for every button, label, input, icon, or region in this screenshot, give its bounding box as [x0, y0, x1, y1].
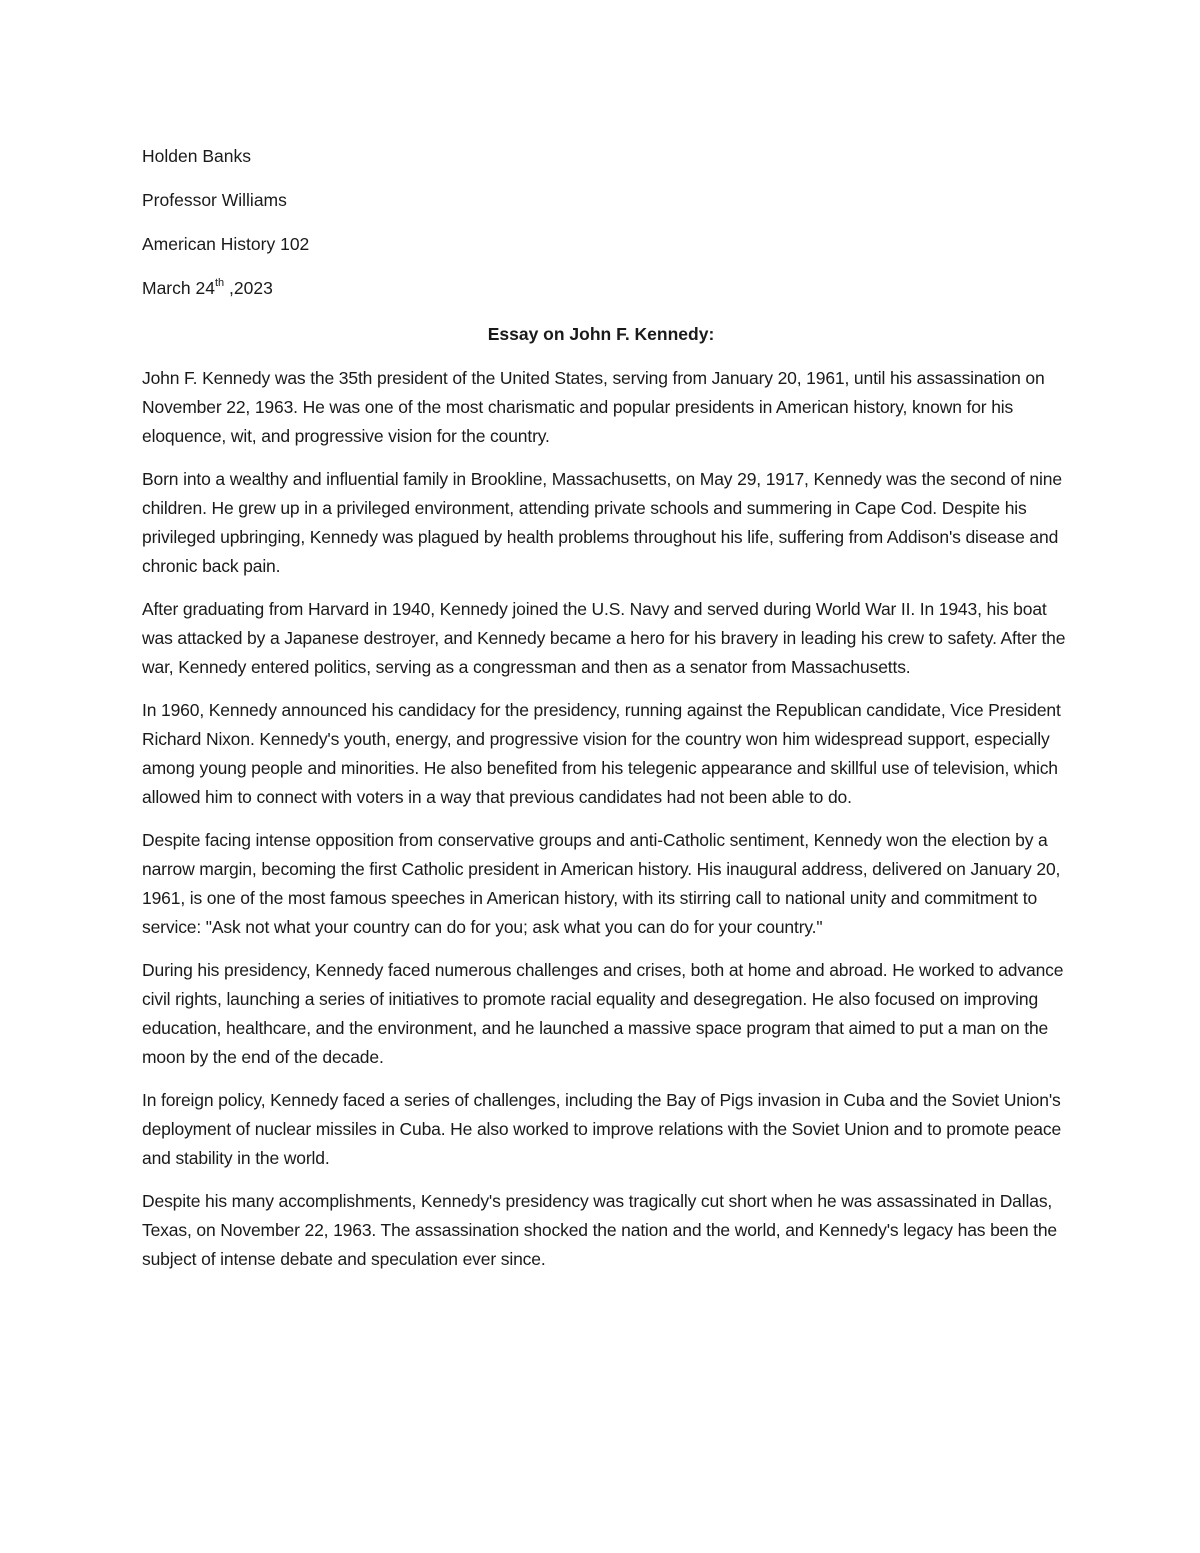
date-month-day: March 24: [142, 278, 215, 298]
essay-paragraph-2: Born into a wealthy and influential family in Brookline, Massachusetts, on May 29, 1917, Kennedy was the second of nine children. He grew up in a privileged environment, attending private schools and summering in Cape Cod. Despite his privileged upbringing, Kennedy was plagued by health problems throughout his life, suffering from Addison's disease and chronic back pain.: [142, 469, 1062, 576]
essay-body: [142, 364, 1067, 1288]
date-year: ,2023: [224, 278, 273, 298]
date-ordinal-suffix: th: [214, 277, 225, 290]
essay-date: [142, 275, 1062, 301]
professor-name: Professor Williams: [142, 190, 287, 210]
essay-paragraph-1: John F. Kennedy was the 35th president of the United States, serving from January 20, 1961, until his assassination on November 22, 1963. He was one of the most charismatic and popular presidents in American history, known for his eloquence, wit, and progressive vision for the country.: [142, 368, 1045, 446]
essay-paragraph-4: In 1960, Kennedy announced his candidacy for the presidency, running against the Republican candidate, Vice President Richard Nixon. Kennedy's youth, energy, and progressive vision for the country won him widespread support, especially among young people and minorities. He also benefited from his telegenic appearance and skillful use of television, which allowed him to connect with voters in a way that previous candidates had not been able to do.: [142, 700, 1061, 807]
essay-heading-block: [142, 143, 1062, 319]
essay-paragraph-7: In foreign policy, Kennedy faced a series of challenges, including the Bay of Pigs invasion in Cuba and the Soviet Union's deployment of nuclear missiles in Cuba. He also worked to improve relations with the Soviet Union and to promote peace and stability in the world.: [142, 1090, 1062, 1168]
essay-paragraph-6: During his presidency, Kennedy faced numerous challenges and crises, both at home and abroad. He worked to advance civil rights, launching a series of initiatives to promote racial equality and desegregation. He also focused on improving education, healthcare, and the environment, and he launched a massive space program that aimed to put a man on the moon by the end of the decade.: [142, 960, 1064, 1067]
course-name: American History 102: [142, 234, 310, 254]
essay-paragraph-3: After graduating from Harvard in 1940, Kennedy joined the U.S. Navy and served during World War II. In 1943, his boat was attacked by a Japanese destroyer, and Kennedy became a hero for his bravery in leading his crew to safety. After the war, Kennedy entered politics, serving as a congressman and then as a senator from Massachusetts.: [142, 599, 1066, 677]
essay-paragraph-5: Despite facing intense opposition from conservative groups and anti-Catholic sentiment, Kennedy won the election by a narrow margin, becoming the first Catholic president in American history. His inaugural address, delivered on January 20, 1961, is one of the most famous speeches in American history, with its stirring call to national unity and commitment to service: "Ask not what your country can do for you; ask what you can do for your country.": [142, 830, 1061, 937]
essay-paragraph-8: Despite his many accomplishments, Kennedy's presidency was tragically cut short when he was assassinated in Dallas, Texas, on November 22, 1963. The assassination shocked the nation and the world, and Kennedy's legacy has been the subject of intense debate and speculation ever since.: [142, 1191, 1058, 1269]
student-name: Holden Banks: [142, 146, 251, 166]
essay-title: Essay on John F. Kennedy:: [487, 324, 715, 344]
